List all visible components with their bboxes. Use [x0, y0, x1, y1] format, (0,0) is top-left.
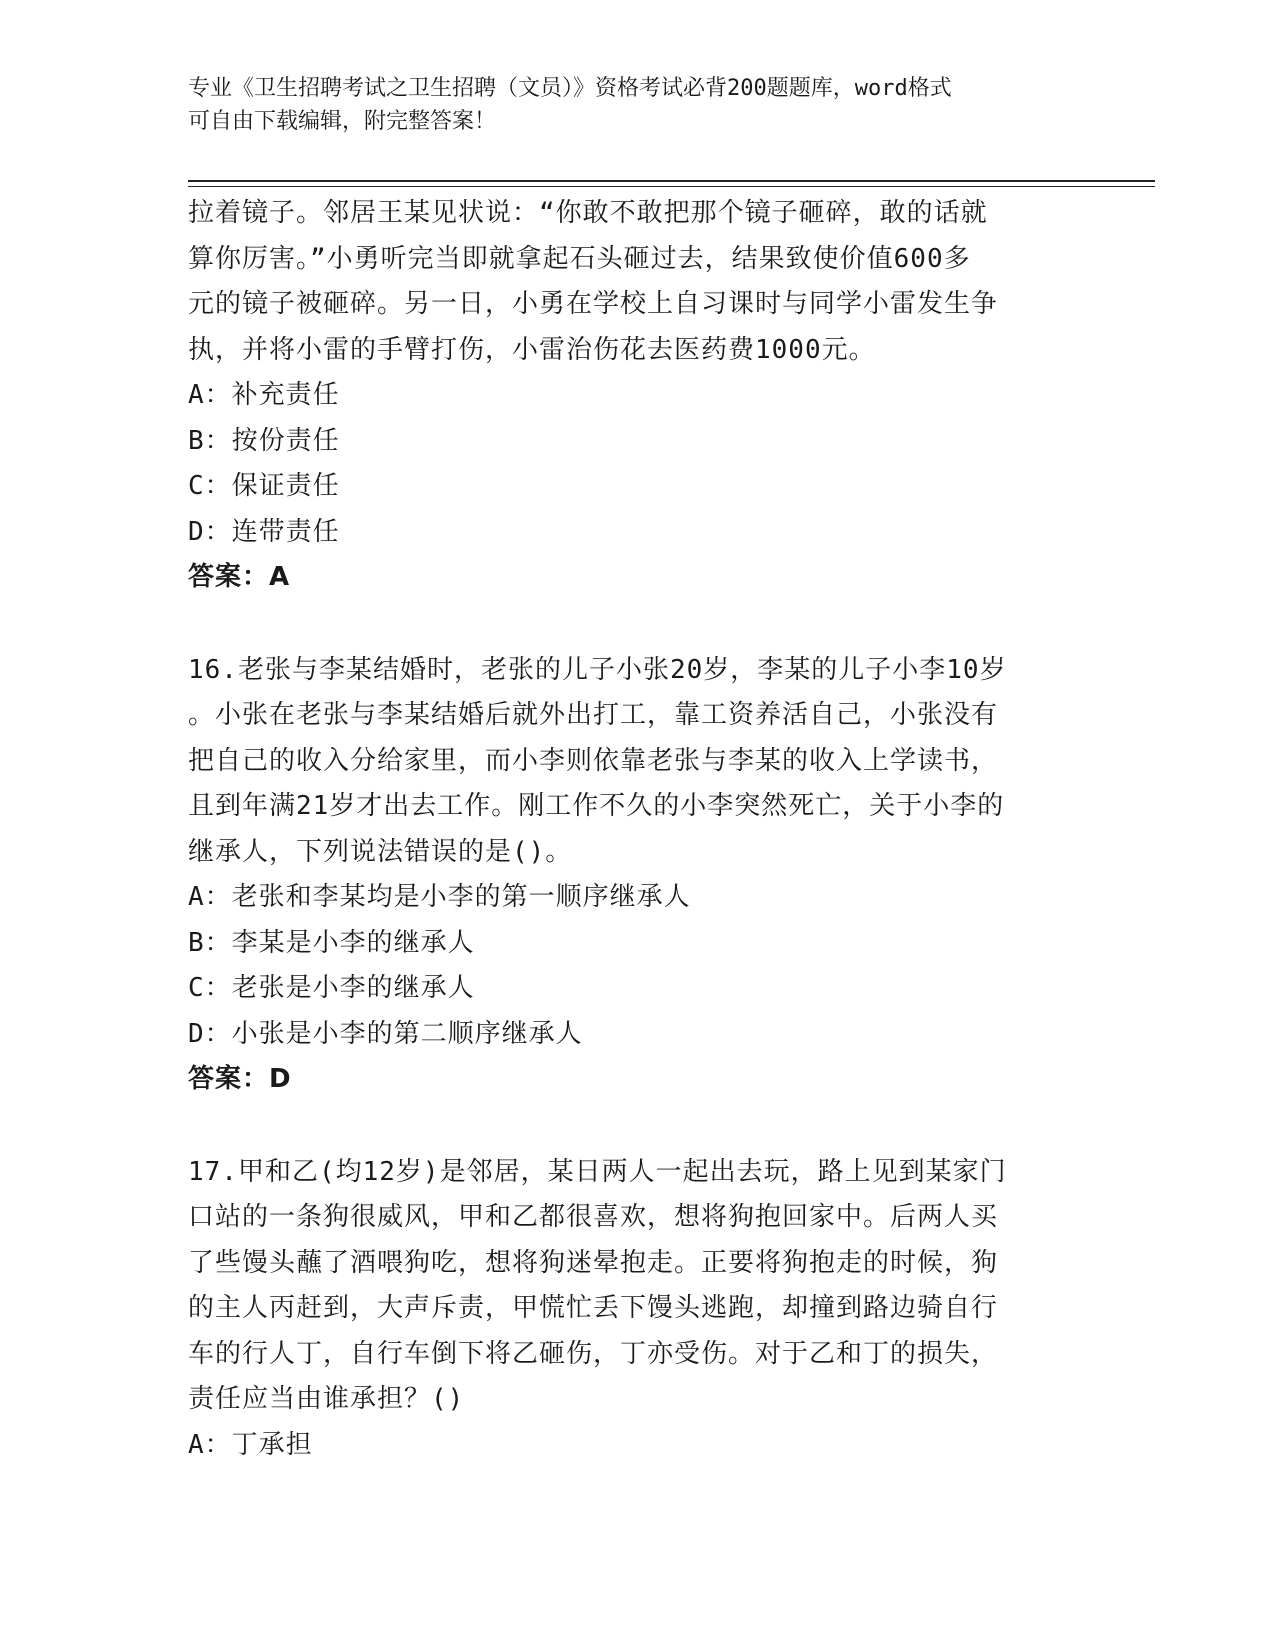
question-text-line: 继承人，下列说法错误的是()。 — [188, 836, 573, 867]
question-text-line: 车的行人丁，自行车倒下将乙砸伤，丁亦受伤。对于乙和丁的损失， — [188, 1338, 999, 1369]
document-header — [188, 72, 1088, 138]
question-text-line: 的主人丙赶到，大声斥责，甲慌忙丢下馒头逃跑，却撞到路边骑自行 — [188, 1293, 999, 1323]
question-text-line: 算你厉害。”小勇听完当即就拿起石头砸过去，结果致使价值600多 — [188, 243, 971, 274]
question-17 — [188, 1150, 1088, 1469]
question-text-line: 。小张在老张与李某结婚后就外出打工，靠工资养活自己，小张没有 — [188, 700, 999, 730]
spacer — [188, 601, 1088, 648]
header-divider-thick — [188, 180, 1155, 182]
header-line-1: 专业《卫生招聘考试之卫生招聘（文员）》资格考试必背200题题库，word格式 — [188, 76, 952, 101]
option-a: A：丁承担 — [188, 1429, 313, 1460]
option-b: B：按份责任 — [188, 425, 340, 456]
question-text-line: 口站的一条狗很威风，甲和乙都很喜欢，想将狗抱回家中。后两人买 — [188, 1202, 999, 1232]
spacer — [188, 1103, 1088, 1150]
question-text-line: 16.老张与李某结婚时，老张的儿子小张20岁，李某的儿子小李10岁 — [188, 654, 1007, 685]
option-d: D：连带责任 — [188, 516, 340, 547]
question-text-line: 执，并将小雷的手臂打伤，小雷治伤花去医药费1000元。 — [188, 334, 876, 365]
question-text-line: 把自己的收入分给家里，而小李则依靠老张与李某的收入上学读书， — [188, 745, 999, 776]
question-15 — [188, 191, 1088, 601]
document-body — [188, 191, 1088, 1468]
question-text-line: 拉着镜子。邻居王某见状说：“你敢不敢把那个镜子砸碎，敢的话就 — [188, 198, 988, 228]
option-c: C：老张是小李的继承人 — [188, 973, 475, 1003]
question-text-line: 责任应当由谁承担？() — [188, 1384, 465, 1414]
header-line-2: 可自由下载编辑，附完整答案！ — [188, 109, 497, 134]
option-c: C：保证责任 — [188, 471, 340, 501]
option-a: A：补充责任 — [188, 380, 340, 410]
question-text-line: 且到年满21岁才出去工作。刚工作不久的小李突然死亡，关于小李的 — [188, 791, 1005, 821]
question-text-line: 元的镜子被砸碎。另一日，小勇在学校上自习课时与同学小雷发生争 — [188, 289, 999, 319]
option-d: D：小张是小李的第二顺序继承人 — [188, 1018, 583, 1049]
header-divider-thin — [188, 186, 1155, 187]
question-text-line: 了些馒头蘸了酒喂狗吃，想将狗迷晕抱走。正要将狗抱走的时候，狗 — [188, 1247, 999, 1278]
option-a: A：老张和李某均是小李的第一顺序继承人 — [188, 882, 691, 912]
answer: 答案：A — [188, 562, 291, 592]
answer: 答案：D — [188, 1064, 292, 1094]
option-b: B：李某是小李的继承人 — [188, 927, 475, 958]
question-text-line: 17.甲和乙(均12岁)是邻居，某日两人一起出去玩，路上见到某家门 — [188, 1156, 1007, 1187]
question-16 — [188, 648, 1088, 1103]
